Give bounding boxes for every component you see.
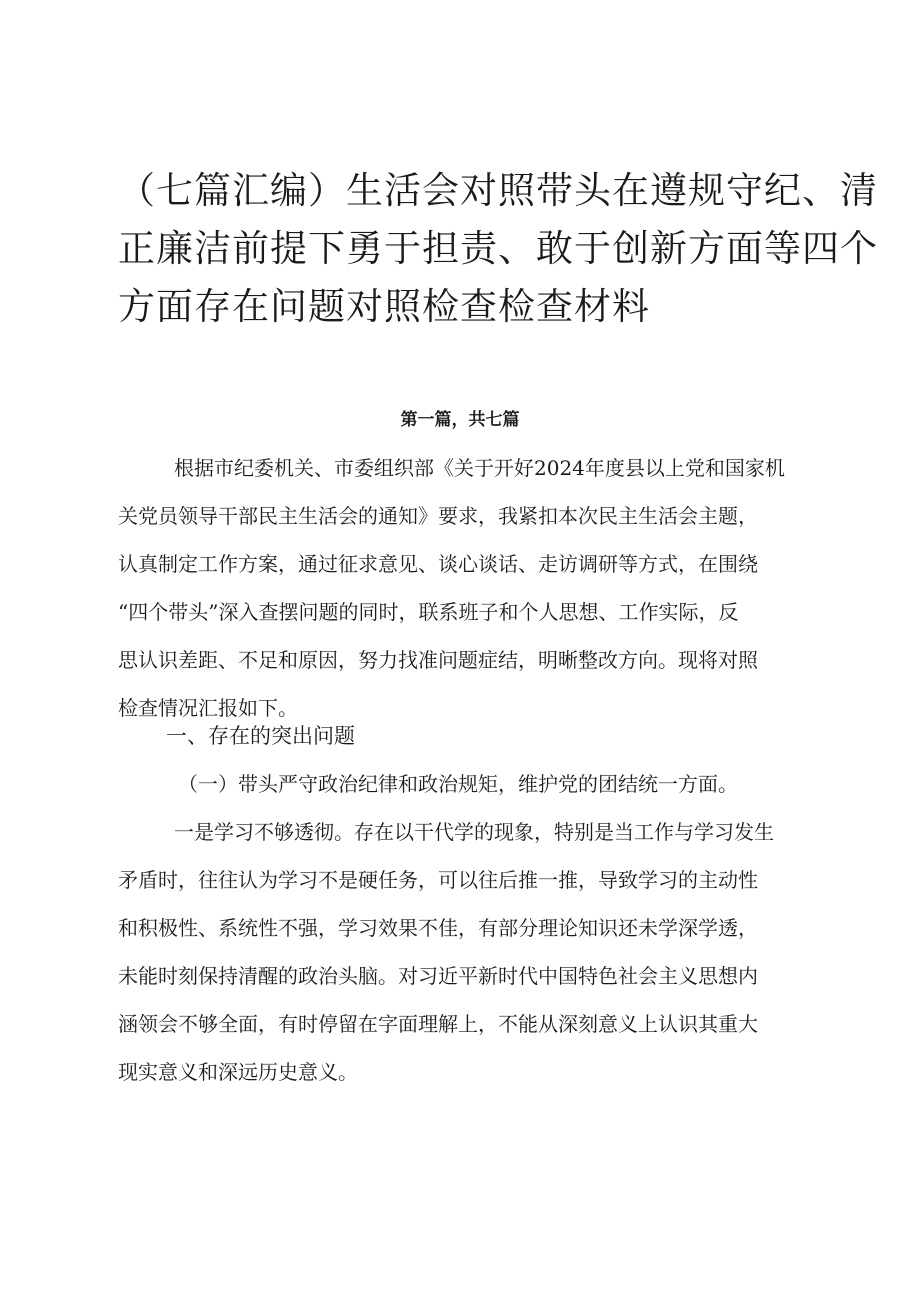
document-title [118, 162, 878, 336]
title-line: 方面存在问题对照检查检查材料 [118, 285, 650, 328]
paragraph-line: 一是学习不够透彻。存在以干代学的现象，特别是当工作与学习发生 [174, 820, 774, 844]
paragraph-line: 认真制定工作方案，通过征求意见、谈心谈话、走访调研等方式，在围绕 [118, 552, 758, 576]
paragraph-line: 未能时刻保持清醒的政治头脑。对习近平新时代中国特色社会主义思想内 [118, 964, 758, 988]
paragraph-line: 现实意义和深远历史意义。 [118, 1060, 358, 1084]
title-line: （七篇汇编）生活会对照带头在遵规守纪、清 [118, 169, 878, 212]
subsection-heading: （一）带头严守政治纪律和政治规矩，维护党的团结统一方面。 [178, 772, 738, 796]
paragraph-line: 涵领会不够全面，有时停留在字面理解上，不能从深刻意义上认识其重大 [118, 1012, 758, 1036]
title-line: 正廉洁前提下勇于担责、敢于创新方面等四个 [118, 227, 878, 270]
paragraph-line: 思认识差距、不足和原因，努力找准问题症结，明晰整改方向。现将对照 [118, 648, 758, 672]
section-heading: 一、存在的突出问题 [166, 724, 355, 748]
paragraph-line: “四个带头”深入查摆问题的同时，联系班子和个人思想、工作实际，反 [118, 600, 739, 624]
paragraph-line: 根据市纪委机关、市委组织部《关于开好2024年度县以上党和国家机 [174, 456, 785, 480]
paragraph-line: 关党员领导干部民主生活会的通知》要求，我紧扣本次民主生活会主题， [118, 504, 758, 528]
paragraph-line: 和积极性、系统性不强，学习效果不佳，有部分理论知识还未学深学透， [118, 916, 758, 940]
paragraph-line: 检查情况汇报如下。 [118, 696, 298, 720]
paragraph-line: 矛盾时，往往认为学习不是硬任务，可以往后推一推，导致学习的主动性 [118, 868, 758, 892]
document-subtitle: 第一篇，共七篇 [400, 410, 520, 430]
body-paragraph [118, 808, 818, 1096]
intro-paragraph [118, 444, 818, 732]
